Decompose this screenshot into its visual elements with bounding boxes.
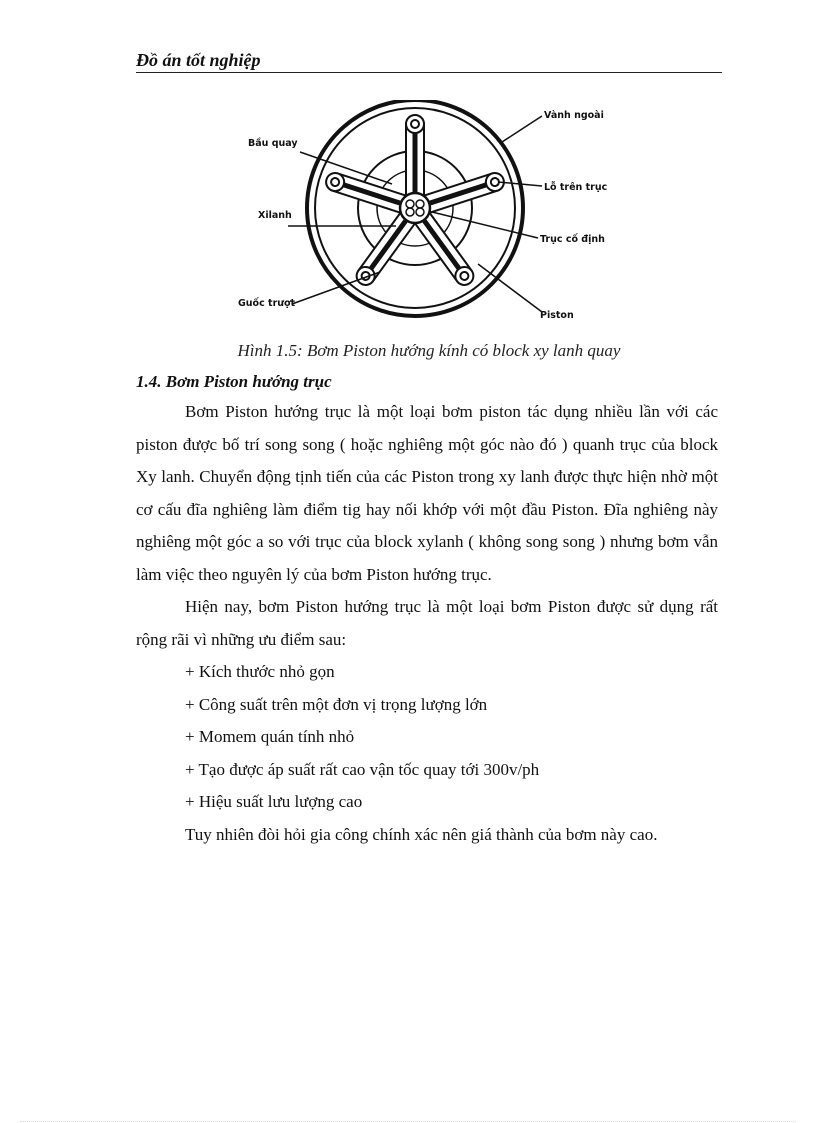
paragraph: Tuy nhiên đòi hỏi gia công chính xác nên giá thành của bơm này cao. xyxy=(185,824,658,844)
paragraph: Bơm Piston hướng trục là một loại bơm piston tác dụng nhiều lần với các piston được bố trí song song ( hoặc nghiêng một góc nào đó ) quanh trục của block Xy lanh. Chuyển động tịnh tiến của các Piston trong xy lanh được thực hiện nhờ một cơ cấu đĩa nghiêng làm điểm tig hay nối khớp với một đầu Piston. Đĩa nghiêng này nghiêng một góc a so với trục của block xylanh ( không song song ) nhưng bơm vẫn làm việc theo nguyên lý của bơm Piston hướng trục. xyxy=(136,402,718,584)
label-cylinder: Xilanh xyxy=(258,210,292,221)
figure-caption: Hình 1.5: Bơm Piston hướng kính có block xy lanh quay xyxy=(237,341,621,360)
fixed-shaft xyxy=(400,193,430,223)
list-item: + Hiệu suất lưu lượng cao xyxy=(185,792,363,811)
label-shaft-hole: Lỗ trên trục xyxy=(544,182,608,193)
label-fixed-shaft: Trục cố định xyxy=(540,234,605,245)
list-item: + Kích thước nhỏ gọn xyxy=(185,662,335,681)
label-rotor: Bầu quay xyxy=(248,138,298,149)
piston-arm-1 xyxy=(406,115,424,196)
advantages-list xyxy=(136,656,718,819)
list-item: + Momem quán tính nhỏ xyxy=(185,727,355,746)
list-item: + Công suất trên một đơn vị trọng lượng lớn xyxy=(185,694,488,714)
piston-arm-4 xyxy=(353,212,415,288)
pump-diagram xyxy=(230,100,610,330)
radial-piston-pump-figure xyxy=(230,100,610,330)
piston-arm-3 xyxy=(415,212,477,288)
paragraph: Hiện nay, bơm Piston hướng trục là một loại bơm Piston được sử dụng rất rộng rãi vì những ưu điểm sau: xyxy=(136,597,718,649)
section-body xyxy=(136,396,718,851)
page-bottom-border xyxy=(20,1121,796,1122)
label-slide-shoe: Guốc trượt xyxy=(238,298,296,309)
page-header: Đồ án tốt nghiệp xyxy=(136,50,722,73)
list-item: + Tạo được áp suất rất cao vận tốc quay tới 300v/ph xyxy=(185,759,540,779)
label-piston: Piston xyxy=(540,310,574,321)
section-heading: 1.4. Bơm Piston hướng trục xyxy=(136,372,332,391)
label-outer-rim: Vành ngoài xyxy=(544,110,604,121)
